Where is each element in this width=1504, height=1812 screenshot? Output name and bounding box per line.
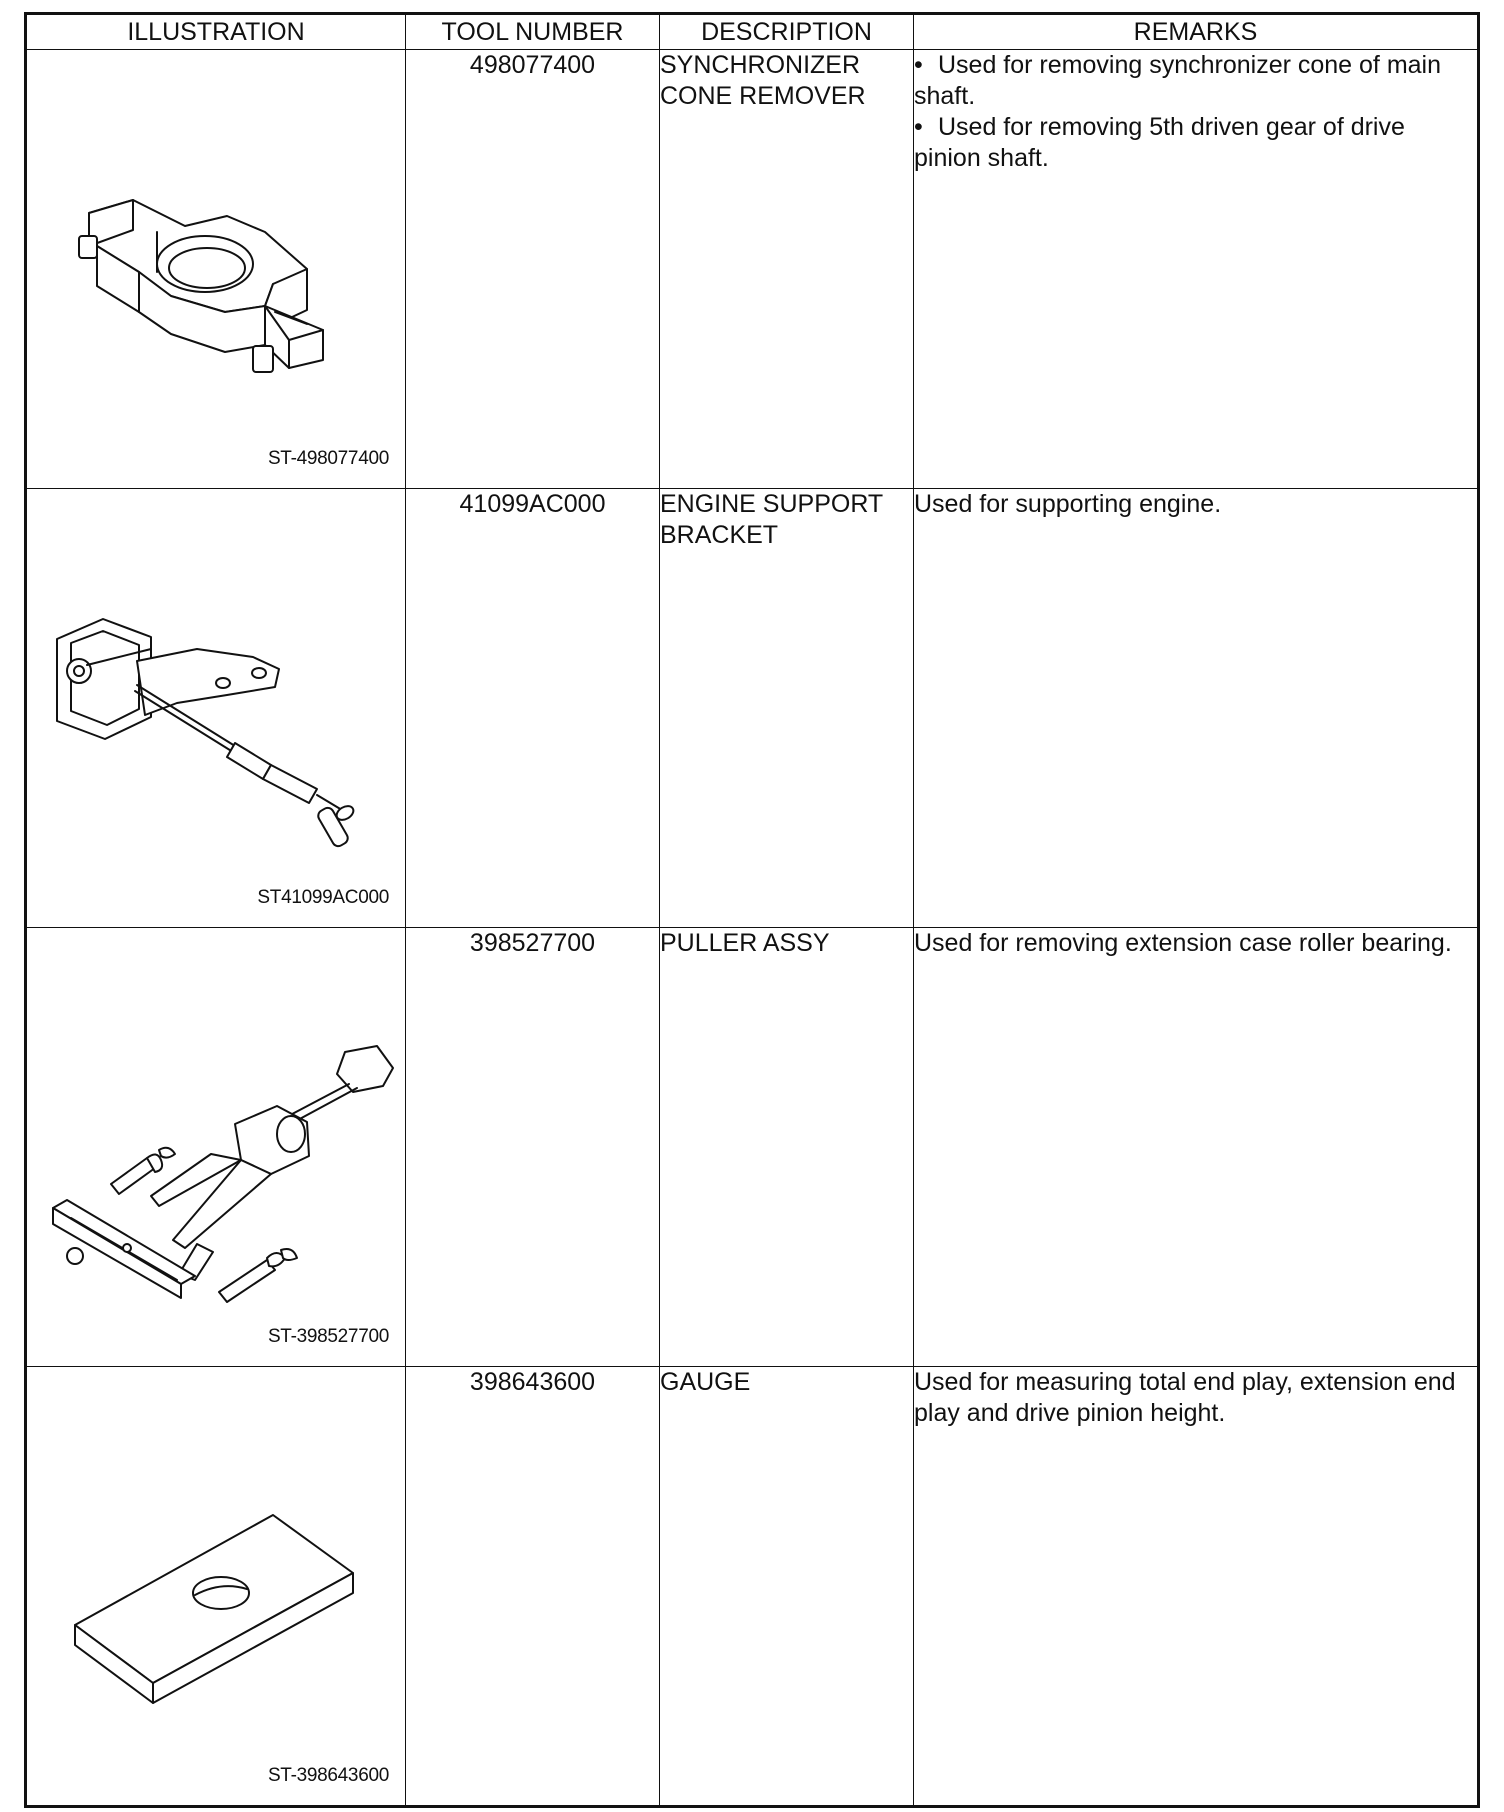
engine-support-bracket-drawing [27, 489, 407, 927]
header-illustration: ILLUSTRATION [26, 14, 406, 50]
table-row [26, 489, 1479, 928]
tool-description: ENGINE SUPPORT BRACKET [660, 489, 914, 928]
table-row [26, 1367, 1479, 1807]
remark-item: • Used for removing 5th driven gear of drive pinion shaft. [914, 113, 1405, 172]
puller-assy-drawing [27, 928, 407, 1366]
tool-description: PULLER ASSY [660, 928, 914, 1367]
illustration-code: ST41099AC000 [257, 887, 389, 908]
tool-description: SYNCHRONIZER CONE REMOVER [660, 50, 914, 489]
illustration-cell [26, 1367, 406, 1807]
illustration-code: ST-398643600 [267, 1765, 389, 1786]
tool-remarks [914, 489, 1479, 928]
tool-number: 498077400 [406, 50, 660, 489]
special-tools-table [24, 12, 1480, 1808]
remark-item: Used for supporting engine. [914, 490, 1222, 518]
illustration-cell [26, 50, 406, 489]
tool-number: 41099AC000 [406, 489, 660, 928]
header-row [26, 14, 1479, 50]
gauge-drawing [27, 1367, 407, 1805]
table-row [26, 928, 1479, 1367]
remark-item: Used for measuring total end play, extension end play and drive pinion height. [914, 1368, 1456, 1427]
tool-remarks [914, 50, 1479, 489]
illustration-code: ST-398527700 [267, 1326, 389, 1347]
tool-remarks [914, 1367, 1479, 1807]
header-description: DESCRIPTION [660, 14, 914, 50]
illustration-cell [26, 928, 406, 1367]
header-tool-number: TOOL NUMBER [406, 14, 660, 50]
remark-item: • Used for removing synchronizer cone of main shaft. [914, 51, 1442, 110]
table-row [26, 50, 1479, 489]
header-remarks: REMARKS [914, 14, 1479, 50]
remark-item: Used for removing extension case roller bearing. [914, 929, 1452, 957]
illustration-code: ST-498077400 [267, 448, 389, 469]
tool-number: 398527700 [406, 928, 660, 1367]
tool-remarks [914, 928, 1479, 1367]
synchronizer-cone-remover-drawing [27, 50, 407, 488]
tool-description: GAUGE [660, 1367, 914, 1807]
tool-number: 398643600 [406, 1367, 660, 1807]
illustration-cell [26, 489, 406, 928]
